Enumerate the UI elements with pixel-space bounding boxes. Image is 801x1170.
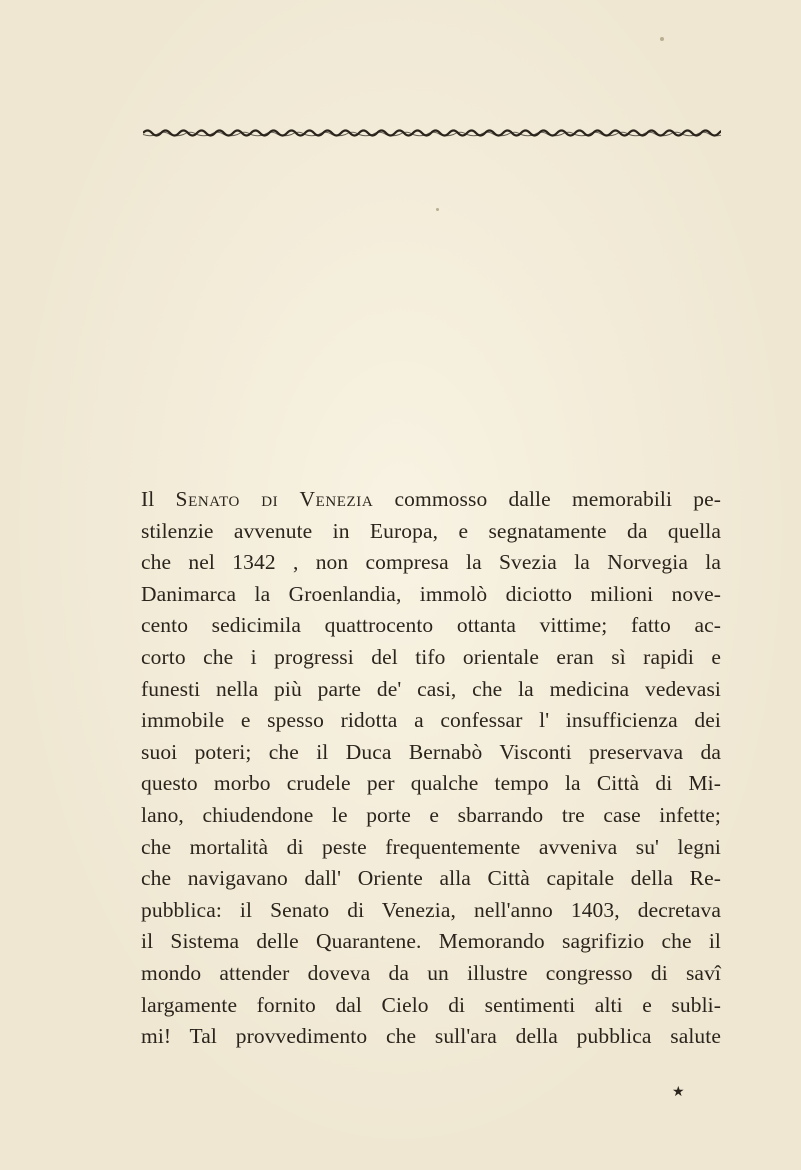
text-line: largamente fornito dal Cielo di sentimenti alti e subli- xyxy=(141,992,721,1017)
text-line: suoi poteri; che il Duca Bernabò Visconti preservava da xyxy=(141,739,721,764)
ornament-wave xyxy=(143,131,721,136)
opening-rest: commosso dalle memorabili pe- xyxy=(394,487,722,511)
text-line: questo morbo crudele per qualche tempo la Città di Mi- xyxy=(141,771,721,796)
text-line: cento sedicimila quattrocento ottanta vittime; fatto ac- xyxy=(141,613,721,638)
di-smallcaps: di xyxy=(261,487,279,511)
text-line: che navigavano dall' Oriente alla Città capitale della Re- xyxy=(141,866,721,891)
text-line: il Sistema delle Quarantene. Memorando sagrifizio che il xyxy=(141,929,721,954)
paper-speck xyxy=(660,37,664,41)
signature-star-icon: ★ xyxy=(672,1085,685,1100)
senato-smallcaps: Senato xyxy=(175,487,240,511)
body-paragraph xyxy=(141,484,721,1053)
text-line: immobile e spesso ridotta a confessar l' insufficienza dei xyxy=(141,708,721,733)
text-line: stilenzie avvenute in Europa, e segnatamente da quella xyxy=(141,518,721,543)
text-line: funesti nella più parte de' casi, che la medicina vedevasi xyxy=(141,676,721,701)
opening-word: Il xyxy=(141,487,155,511)
text-line-opening xyxy=(141,484,721,516)
text-line: Danimarca la Groenlandia, immolò diciotto milioni nove- xyxy=(141,581,721,606)
ornament-svg xyxy=(143,126,721,140)
text-line: lano, chiudendone le porte e sbarrando tre case infette; xyxy=(141,802,721,827)
ornament-wave-secondary xyxy=(143,132,721,136)
wavy-rule-ornament-icon xyxy=(143,126,721,140)
text-line: mondo attender doveva da un illustre congresso di savî xyxy=(141,960,721,985)
venezia-smallcaps: Venezia xyxy=(299,487,374,511)
text-line: corto che i progressi del tifo orientale eran sì rapidi e xyxy=(141,644,721,669)
text-line: che nel 1342 , non compresa la Svezia la Norvegia la xyxy=(141,550,721,575)
text-line: mi! Tal provvedimento che sull'ara della pubblica salute xyxy=(141,1024,721,1049)
text-line: che mortalità di peste frequentemente avveniva su' legni xyxy=(141,834,721,859)
paper-speck xyxy=(436,208,439,211)
text-line: pubblica: il Senato di Venezia, nell'anno 1403, decretava xyxy=(141,897,721,922)
